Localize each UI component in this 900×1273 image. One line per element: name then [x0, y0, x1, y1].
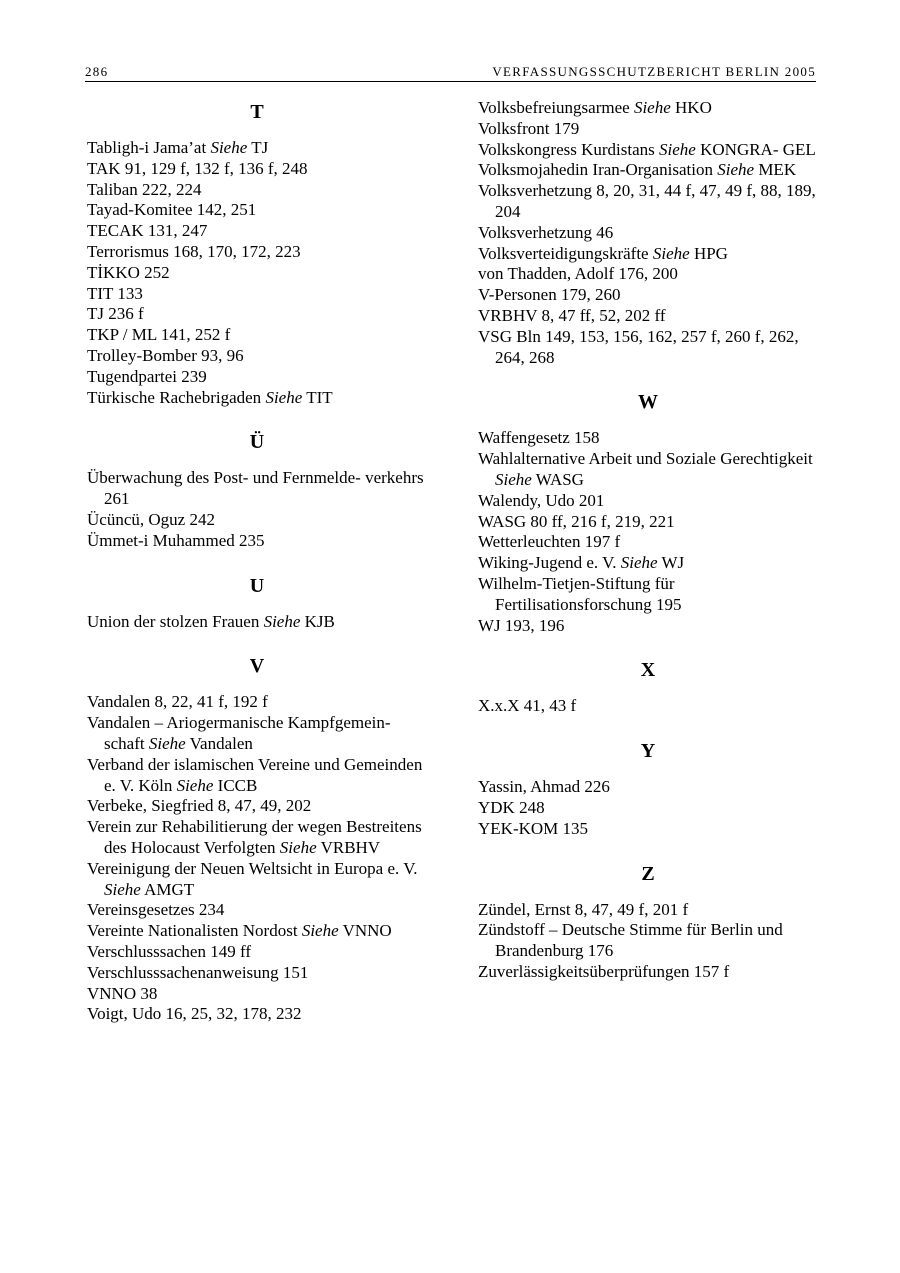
index-section: [478, 98, 818, 368]
entry-term: Taliban 222, 224: [87, 179, 202, 199]
index-entry-list: [478, 777, 818, 839]
index-entry: [87, 346, 427, 367]
index-entry: [478, 244, 818, 265]
section-letter-heading: T: [250, 101, 264, 123]
entry-term: X.x.X 41, 43 f: [478, 696, 577, 716]
entry-term: Vandalen – Ariogermanische Kampfgemein- schaft: [87, 713, 391, 753]
index-section: [478, 658, 818, 717]
entry-term: TKP / ML 141, 252 f: [87, 325, 231, 345]
entry-term: Waffengesetz 158: [478, 428, 600, 448]
index-entry: [478, 140, 818, 161]
index-entry: [478, 119, 818, 140]
index-entry: [87, 755, 427, 797]
index-entry: [478, 574, 818, 616]
cross-reference-target: VRBHV: [320, 837, 381, 857]
index-entry: [87, 859, 427, 901]
siehe-reference-label: Siehe: [659, 139, 696, 159]
entry-term: TAK 91, 129 f, 132 f, 136 f, 248: [87, 158, 308, 178]
section-letter-heading: W: [638, 391, 658, 414]
index-entry: [478, 962, 818, 983]
siehe-reference-label: Siehe: [633, 98, 671, 117]
index-entry: [87, 510, 427, 531]
entry-term: Wahlalternative Arbeit und Soziale Gerechtigkeit: [478, 449, 813, 469]
entry-term: Tayad-Komitee 142, 251: [87, 200, 257, 220]
index-entry: [87, 325, 427, 346]
index-entry: [478, 491, 818, 512]
siehe-reference-label: Siehe: [148, 733, 186, 753]
entry-term: Walendy, Udo 201: [478, 490, 605, 510]
index-entry-list: [478, 900, 818, 983]
siehe-reference-label: Siehe: [495, 469, 532, 489]
index-entry-list: [87, 468, 427, 551]
index-section: [87, 430, 427, 551]
entry-term: Terrorismus 168, 170, 172, 223: [87, 241, 301, 261]
index-entry-list: [478, 696, 818, 717]
cross-reference-target: MEK: [758, 160, 797, 180]
siehe-reference-label: Siehe: [176, 775, 214, 795]
index-entry: [478, 920, 818, 962]
section-letter-heading: X: [640, 659, 656, 682]
entry-term: Volksfront 179: [478, 118, 580, 138]
index-entry: [478, 285, 818, 306]
index-entry-list: [478, 98, 818, 368]
entry-term: Verbeke, Siegfried 8, 47, 49, 202: [87, 796, 312, 816]
index-section: [87, 654, 427, 1025]
siehe-reference-label: Siehe: [717, 160, 755, 180]
entry-term: Vereinte Nationalisten Nordost: [87, 921, 298, 941]
index-entry: [87, 304, 427, 325]
index-entry: [478, 553, 818, 574]
index-entry: [478, 449, 818, 491]
cross-reference-target: HPG: [693, 243, 728, 263]
siehe-reference-label: Siehe: [104, 879, 141, 899]
cross-reference-target: TJ: [251, 138, 269, 157]
entry-term: Vereinsgesetzes 234: [87, 900, 225, 920]
entry-term: TECAK 131, 247: [87, 221, 208, 241]
entry-term: VSG Bln 149, 153, 156, 162, 257 f, 260 f, 262, 264, 268: [478, 326, 799, 367]
index-column-left: [87, 100, 427, 1047]
index-entry: [478, 696, 818, 717]
section-letter-heading: V: [249, 655, 265, 678]
entry-term: Verschlusssachenanweisung 151: [87, 962, 309, 982]
entry-term: VRBHV 8, 47 ff, 52, 202 ff: [478, 305, 666, 325]
entry-term: TIT 133: [87, 283, 143, 303]
index-entry: [87, 531, 427, 552]
entry-term: Verband der islamischen Vereine und Gemeinden e. V. Köln: [87, 754, 423, 795]
index-entry: [87, 1004, 427, 1025]
section-letter-heading: Ü: [249, 431, 265, 454]
index-entry-list: [87, 138, 427, 408]
entry-term: YDK 248: [478, 797, 545, 817]
cross-reference-target: AMGT: [144, 879, 195, 899]
index-entry: [478, 306, 818, 327]
index-entry-list: [478, 428, 818, 636]
index-entry: [87, 367, 427, 388]
index-entry: [87, 180, 427, 201]
entry-term: Wetterleuchten 197 f: [478, 532, 621, 552]
index-entry: [478, 160, 818, 181]
entry-term: VNNO 38: [87, 983, 158, 1003]
index-entry: [478, 798, 818, 819]
entry-term: Volksbefreiungsarmee: [478, 98, 630, 117]
index-column-right: [478, 100, 818, 1005]
section-letter-heading: Y: [640, 740, 656, 763]
entry-term: WASG 80 ff, 216 f, 219, 221: [478, 511, 675, 531]
entry-term: Wiking-Jugend e. V.: [478, 553, 617, 573]
section-letter-heading: U: [249, 574, 265, 597]
section-letter-heading: Z: [641, 862, 655, 885]
entry-term: V-Personen 179, 260: [478, 285, 621, 305]
index-entry: [87, 900, 427, 921]
entry-term: Verein zur Rehabilitierung der wegen Bestreitens des Holocaust Verfolgten: [87, 817, 422, 857]
siehe-reference-label: Siehe: [279, 837, 317, 857]
index-entry: [87, 612, 427, 633]
index-entry: [87, 796, 427, 817]
index-entry: [87, 692, 427, 713]
index-section: [87, 574, 427, 633]
entry-term: Volksverhetzung 46: [478, 222, 614, 242]
index-entry: [87, 221, 427, 242]
index-entry: [478, 616, 818, 637]
index-section: [478, 739, 818, 839]
entry-term: Volksverteidigungskräfte: [478, 243, 649, 263]
entry-term: Volksverhetzung 8, 20, 31, 44 f, 47, 49 f, 88, 189, 204: [478, 181, 816, 221]
cross-reference-target: TIT: [306, 387, 333, 407]
entry-term: TİKKO 252: [87, 262, 170, 282]
index-section: [478, 862, 818, 983]
index-entry: [478, 264, 818, 285]
index-entry: [87, 984, 427, 1005]
index-entry: [87, 817, 427, 859]
siehe-reference-label: Siehe: [265, 387, 303, 407]
entry-term: Volksmojahedin Iran-Organisation: [478, 160, 713, 180]
index-entry: [478, 223, 818, 244]
siehe-reference-label: Siehe: [263, 611, 301, 631]
cross-reference-target: HKO: [675, 98, 712, 117]
entry-term: Türkische Rachebrigaden: [87, 387, 262, 407]
entry-term: Tabligh-i Jama’at: [87, 138, 207, 157]
entry-term: Vandalen 8, 22, 41 f, 192 f: [87, 692, 268, 712]
index-entry: [478, 819, 818, 840]
entry-term: Zündel, Ernst 8, 47, 49 f, 201 f: [478, 899, 689, 919]
entry-term: WJ 193, 196: [478, 615, 565, 635]
entry-term: YEK-KOM 135: [478, 818, 589, 838]
entry-term: Ücüncü, Oguz 242: [87, 509, 215, 529]
index-entry: [87, 942, 427, 963]
index-entry: [87, 921, 427, 942]
entry-term: Zuverlässigkeitsüberprüfungen 157 f: [478, 961, 730, 981]
index-entry: [87, 963, 427, 984]
entry-term: Überwachung des Post- und Fernmelde- verkehrs 261: [87, 468, 424, 509]
siehe-reference-label: Siehe: [210, 138, 248, 157]
entry-term: Zündstoff – Deutsche Stimme für Berlin und Brandenburg 176: [478, 920, 783, 961]
index-entry: [87, 159, 427, 180]
entry-term: von Thadden, Adolf 176, 200: [478, 264, 678, 284]
page-number: 286: [85, 64, 109, 79]
index-entry: [87, 388, 427, 409]
entry-term: Trolley-Bomber 93, 96: [87, 345, 244, 365]
entry-term: Voigt, Udo 16, 25, 32, 178, 232: [87, 1004, 302, 1024]
index-entry: [87, 284, 427, 305]
index-entry: [87, 713, 427, 755]
index-entry: [478, 532, 818, 553]
index-entry: [87, 468, 427, 510]
cross-reference-target: KONGRA- GEL: [700, 139, 816, 159]
index-section: [478, 390, 818, 636]
index-entry: [478, 428, 818, 449]
cross-reference-target: WASG: [535, 469, 584, 489]
index-entry: [478, 512, 818, 533]
entry-term: Wilhelm-Tietjen-Stiftung für Fertilisationsforschung 195: [478, 573, 682, 614]
index-entry: [87, 242, 427, 263]
entry-term: Ümmet-i Muhammed 235: [87, 530, 265, 550]
cross-reference-target: VNNO: [342, 921, 392, 941]
running-title: VERFASSUNGSSCHUTZBERICHT BERLIN 2005: [492, 64, 816, 79]
siehe-reference-label: Siehe: [652, 243, 690, 263]
index-section: [87, 100, 427, 408]
index-entry: [87, 200, 427, 221]
entry-term: Union der stolzen Frauen: [87, 611, 260, 631]
index-entry: [478, 327, 818, 369]
cross-reference-target: KJB: [304, 611, 335, 631]
index-entry: [478, 900, 818, 921]
cross-reference-target: Vandalen: [189, 733, 253, 753]
siehe-reference-label: Siehe: [620, 553, 658, 573]
siehe-reference-label: Siehe: [301, 921, 339, 941]
entry-term: TJ 236 f: [87, 304, 144, 324]
entry-term: Verschlusssachen 149 ff: [87, 941, 251, 961]
index-entry: [478, 98, 818, 119]
entry-term: Tugendpartei 239: [87, 366, 207, 386]
cross-reference-target: WJ: [661, 553, 685, 573]
entry-term: Volkskongress Kurdistans: [478, 139, 655, 159]
index-entry: [87, 138, 427, 159]
entry-term: Vereinigung der Neuen Weltsicht in Europa e. V.: [87, 858, 418, 878]
entry-term: Yassin, Ahmad 226: [478, 777, 610, 797]
cross-reference-target: ICCB: [217, 775, 258, 795]
index-entry: [478, 181, 818, 223]
index-entry: [87, 263, 427, 284]
index-entry-list: [87, 692, 427, 1025]
index-entry-list: [87, 612, 427, 633]
index-entry: [478, 777, 818, 798]
running-header: [85, 64, 816, 82]
